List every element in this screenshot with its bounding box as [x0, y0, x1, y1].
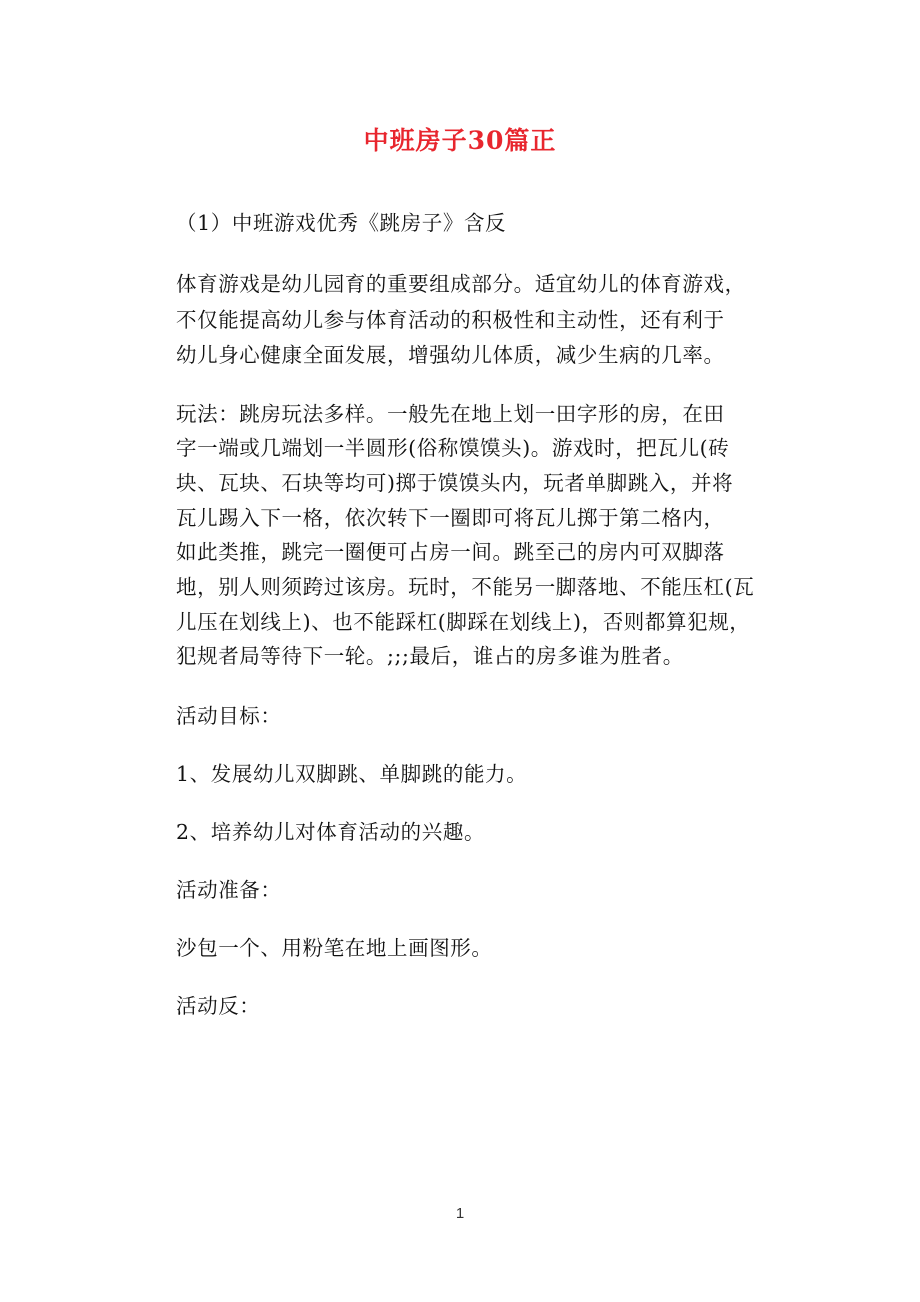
goal-item-2: 2、培养幼儿对体育活动的兴趣。: [176, 820, 486, 845]
intro-line: 体育游戏是幼儿园育的重要组成部分。适宜幼儿的体育游戏，: [176, 272, 746, 296]
rules-line: 如此类推，跳完一圈便可占房一间。跳至己的房内可双脚落: [176, 540, 725, 565]
rules-line: 块、瓦块、石块等均可)掷于馍馍头内，玩者单脚跳入，并将: [176, 470, 734, 495]
rules-line: 儿压在划线上)、也不能踩杠(脚踩在划线上)，否则都算犯规，: [176, 609, 751, 634]
rules-line: 字一端或几端划一半圆形(俗称馍馍头)。游戏时，把瓦儿(砖: [176, 436, 730, 461]
rules-line: 地，别人则须跨过该房。玩时，不能另一脚落地、不能压杠(瓦: [176, 575, 755, 600]
prep-text: 沙包一个、用粉笔在地上画图形。: [176, 936, 493, 961]
section-heading: （1）中班游戏优秀《跳房子》含反: [176, 211, 507, 235]
goals-heading: 活动目标：: [176, 704, 282, 729]
rules-line: 瓦儿踢入下一格，依次转下一圈即可将瓦儿掷于第二格内，: [176, 505, 725, 530]
intro-line: 不仅能提高幼儿参与体育活动的积极性和主动性，还有利于: [176, 307, 725, 332]
intro-paragraph: [176, 267, 751, 374]
goal-item-1: 1、发展幼儿双脚跳、单脚跳的能力。: [176, 762, 528, 787]
rules-line: 犯规者局等待下一轮。;;;最后，谁占的房多谁为胜者。: [176, 644, 684, 669]
rules-paragraph: [176, 397, 755, 675]
document-body: [176, 206, 755, 1023]
rules-line: 玩法：跳房玩法多样。一般先在地上划一田字形的房，在田: [176, 401, 725, 426]
page-number: 1: [455, 1205, 465, 1222]
process-heading: 活动反：: [176, 994, 261, 1019]
prep-heading: 活动准备：: [176, 878, 282, 903]
document-title: 中班房子30篇正: [363, 126, 557, 155]
intro-line: 幼儿身心健康全面发展，增强幼儿体质，减少生病的几率。: [176, 343, 725, 367]
